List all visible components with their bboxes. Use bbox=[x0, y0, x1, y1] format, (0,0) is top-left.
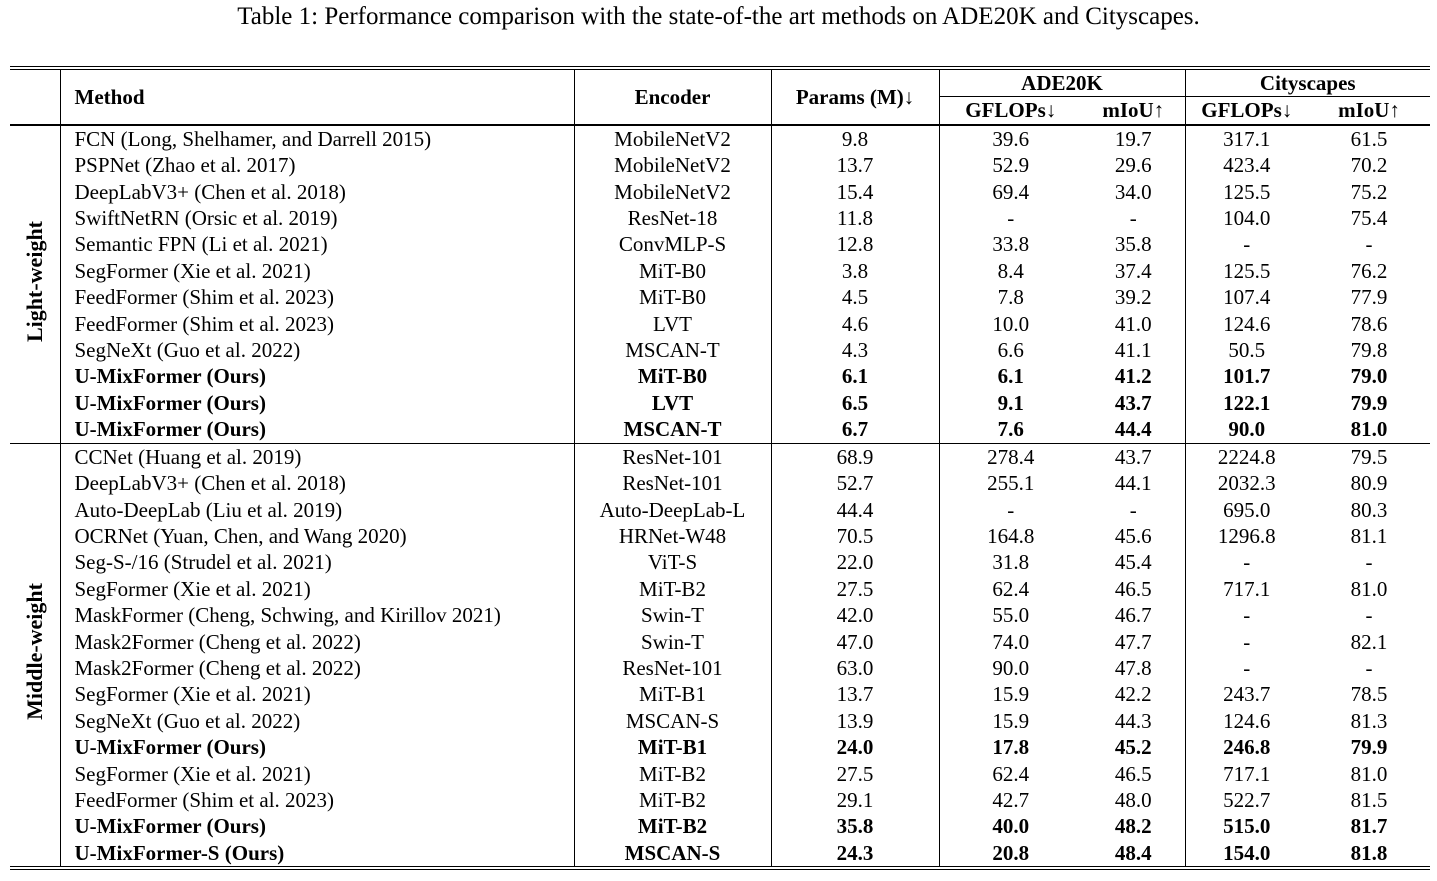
table-row bbox=[10, 311, 1430, 337]
table-row bbox=[10, 231, 1430, 257]
params-cell: 9.8 bbox=[771, 125, 939, 152]
params-cell: 13.7 bbox=[771, 152, 939, 178]
method-cell: SegFormer (Xie et al. 2021) bbox=[60, 258, 574, 284]
ade-gflops-cell: 15.9 bbox=[992, 682, 1030, 707]
method-cell: U-MixFormer (Ours) bbox=[60, 390, 574, 416]
city-gflops-cell: 101.7 bbox=[1223, 364, 1271, 389]
city-miou-cell: 81.0 bbox=[1350, 417, 1388, 442]
ade-miou-cell: 19.7 bbox=[1082, 125, 1185, 152]
params-cell: 27.5 bbox=[771, 576, 939, 602]
city-miou-cell: - bbox=[1365, 232, 1373, 257]
group-label-cell bbox=[10, 443, 60, 868]
city-miou-cell: 81.3 bbox=[1350, 708, 1388, 733]
ade-miou-cell: 46.7 bbox=[1082, 602, 1185, 628]
city-gflops-cell: 107.4 bbox=[1223, 285, 1271, 310]
city-gflops-cell: 695.0 bbox=[1223, 497, 1271, 522]
city-miou-cell: 80.9 bbox=[1350, 471, 1388, 496]
ade-gflops-cell: 33.8 bbox=[992, 232, 1030, 257]
encoder-cell: HRNet-W48 bbox=[574, 523, 771, 549]
table-row bbox=[10, 205, 1430, 231]
city-miou-cell: 82.1 bbox=[1350, 629, 1388, 654]
ade-miou-cell: 37.4 bbox=[1082, 258, 1185, 284]
params-cell: 24.0 bbox=[771, 734, 939, 760]
table-row bbox=[10, 125, 1430, 152]
ade-gflops-cell: - bbox=[1007, 206, 1015, 231]
params-cell: 27.5 bbox=[771, 761, 939, 787]
ade-gflops-cell: 69.4 bbox=[992, 179, 1030, 204]
table-row bbox=[10, 258, 1430, 284]
encoder-cell: MSCAN-T bbox=[574, 416, 771, 443]
group-label: Middle-weight bbox=[21, 583, 47, 721]
city-miou-cell: 76.2 bbox=[1350, 258, 1388, 283]
table-row bbox=[10, 390, 1430, 416]
method-cell: Mask2Former (Cheng et al. 2022) bbox=[60, 629, 574, 655]
ade-miou-cell: 45.2 bbox=[1082, 734, 1185, 760]
city-gflops-cell: 717.1 bbox=[1223, 576, 1271, 601]
table-row bbox=[10, 813, 1430, 839]
table-row bbox=[10, 443, 1430, 470]
params-cell: 13.9 bbox=[771, 708, 939, 734]
encoder-cell: Swin-T bbox=[574, 602, 771, 628]
method-cell: CCNet (Huang et al. 2019) bbox=[60, 443, 574, 470]
ade-gflops-cell: 62.4 bbox=[992, 576, 1030, 601]
city-gflops-cell: 243.7 bbox=[1223, 682, 1271, 707]
ade-gflops-cell: 55.0 bbox=[992, 603, 1030, 628]
ade-gflops-cell: 39.6 bbox=[992, 126, 1030, 151]
table-caption: Table 1: Performance comparison with the state-of-the art methods on ADE20K and Cityscapes. bbox=[237, 3, 1200, 30]
ade-gflops-cell: 7.8 bbox=[997, 285, 1024, 310]
encoder-cell: ResNet-101 bbox=[574, 443, 771, 470]
encoder-cell: MSCAN-S bbox=[574, 840, 771, 868]
table-row bbox=[10, 363, 1430, 389]
method-cell: FCN (Long, Shelhamer, and Darrell 2015) bbox=[60, 125, 574, 152]
city-gflops-cell: 124.6 bbox=[1223, 708, 1271, 733]
params-cell: 12.8 bbox=[771, 231, 939, 257]
city-gflops-cell: 522.7 bbox=[1223, 787, 1271, 812]
params-cell: 42.0 bbox=[771, 602, 939, 628]
params-cell: 63.0 bbox=[771, 655, 939, 681]
ade-gflops-cell: 90.0 bbox=[992, 655, 1030, 680]
group-header-cell bbox=[10, 68, 60, 125]
method-cell: SwiftNetRN (Orsic et al. 2019) bbox=[60, 205, 574, 231]
method-cell: SegFormer (Xie et al. 2021) bbox=[60, 681, 574, 707]
city-miou-cell: 79.5 bbox=[1350, 444, 1388, 469]
group-label: Light-weight bbox=[21, 220, 47, 342]
table-row bbox=[10, 629, 1430, 655]
table-row bbox=[10, 655, 1430, 681]
encoder-cell: MiT-B0 bbox=[574, 284, 771, 310]
ade-gflops-cell: 164.8 bbox=[987, 523, 1035, 548]
city-miou-cell: 81.0 bbox=[1350, 576, 1388, 601]
city-miou-cell: 79.0 bbox=[1350, 364, 1388, 389]
method-cell: FeedFormer (Shim et al. 2023) bbox=[60, 311, 574, 337]
table-row bbox=[10, 152, 1430, 178]
params-cell: 35.8 bbox=[771, 813, 939, 839]
encoder-cell: Swin-T bbox=[574, 629, 771, 655]
method-cell: MaskFormer (Cheng, Schwing, and Kirillov 2021) bbox=[60, 602, 574, 628]
ade-miou-cell: - bbox=[1082, 497, 1185, 523]
method-cell: OCRNet (Yuan, Chen, and Wang 2020) bbox=[60, 523, 574, 549]
city-gflops-cell: 717.1 bbox=[1223, 761, 1271, 786]
encoder-cell: MSCAN-S bbox=[574, 708, 771, 734]
table-row bbox=[10, 576, 1430, 602]
encoder-cell: MobileNetV2 bbox=[574, 125, 771, 152]
ade-miou-cell: 48.0 bbox=[1082, 787, 1185, 813]
encoder-cell: Auto-DeepLab-L bbox=[574, 497, 771, 523]
ade-miou-cell: 41.2 bbox=[1082, 363, 1185, 389]
city-gflops-cell: 246.8 bbox=[1223, 735, 1271, 760]
city-gflops-cell: 90.0 bbox=[1228, 417, 1266, 442]
params-cell: 4.3 bbox=[771, 337, 939, 363]
encoder-header: Encoder bbox=[574, 68, 771, 125]
method-header: Method bbox=[60, 68, 574, 125]
table-row bbox=[10, 787, 1430, 813]
encoder-cell: LVT bbox=[574, 311, 771, 337]
ade-gflops-cell: 255.1 bbox=[987, 471, 1035, 496]
city-miou-header: mIoU↑ bbox=[1338, 98, 1400, 123]
params-header: Params (M)↓ bbox=[771, 68, 939, 125]
city-miou-cell: 81.1 bbox=[1350, 523, 1388, 548]
table-row bbox=[10, 416, 1430, 443]
method-cell: SegNeXt (Guo et al. 2022) bbox=[60, 337, 574, 363]
city-miou-cell: - bbox=[1365, 550, 1373, 575]
method-cell: SegFormer (Xie et al. 2021) bbox=[60, 761, 574, 787]
encoder-cell: ViT-S bbox=[574, 549, 771, 575]
table-row bbox=[10, 708, 1430, 734]
ade-miou-cell: 29.6 bbox=[1082, 152, 1185, 178]
ade-gflops-cell: 31.8 bbox=[992, 550, 1030, 575]
city-gflops-cell: - bbox=[1243, 232, 1251, 257]
params-cell: 70.5 bbox=[771, 523, 939, 549]
ade-gflops-cell: 278.4 bbox=[987, 444, 1035, 469]
params-cell: 29.1 bbox=[771, 787, 939, 813]
encoder-cell: ResNet-101 bbox=[574, 655, 771, 681]
encoder-cell: MiT-B2 bbox=[574, 761, 771, 787]
table-row bbox=[10, 761, 1430, 787]
table-row bbox=[10, 497, 1430, 523]
ade-gflops-cell: 9.1 bbox=[997, 390, 1024, 415]
ade-miou-cell: 35.8 bbox=[1082, 231, 1185, 257]
ade-miou-cell: 46.5 bbox=[1082, 761, 1185, 787]
ade-miou-cell: 44.3 bbox=[1082, 708, 1185, 734]
ade-miou-cell: 34.0 bbox=[1082, 179, 1185, 205]
ade-miou-cell: 47.8 bbox=[1082, 655, 1185, 681]
encoder-cell: ResNet-18 bbox=[574, 205, 771, 231]
city-gflops-cell: 154.0 bbox=[1223, 840, 1271, 865]
table-row bbox=[10, 337, 1430, 363]
ade20k-header: ADE20K bbox=[939, 68, 1185, 97]
params-cell: 68.9 bbox=[771, 443, 939, 470]
results-table-container bbox=[10, 66, 1430, 870]
table-row bbox=[10, 681, 1430, 707]
city-gflops-cell: 125.5 bbox=[1223, 258, 1271, 283]
encoder-cell: MiT-B1 bbox=[574, 734, 771, 760]
ade-gflops-cell: 40.0 bbox=[992, 814, 1030, 839]
city-miou-cell: 75.4 bbox=[1350, 206, 1388, 231]
ade-miou-cell: - bbox=[1082, 205, 1185, 231]
city-gflops-cell: - bbox=[1243, 629, 1251, 654]
city-miou-cell: 78.6 bbox=[1350, 311, 1388, 336]
params-cell: 4.6 bbox=[771, 311, 939, 337]
city-miou-cell: 81.8 bbox=[1350, 840, 1388, 865]
method-cell: Seg-S-/16 (Strudel et al. 2021) bbox=[60, 549, 574, 575]
city-gflops-cell: 2224.8 bbox=[1217, 444, 1276, 469]
ade-miou-cell: 48.4 bbox=[1082, 840, 1185, 868]
results-body bbox=[10, 125, 1430, 868]
method-cell: U-MixFormer (Ours) bbox=[60, 363, 574, 389]
encoder-cell: MSCAN-T bbox=[574, 337, 771, 363]
method-cell: Semantic FPN (Li et al. 2021) bbox=[60, 231, 574, 257]
method-cell: SegNeXt (Guo et al. 2022) bbox=[60, 708, 574, 734]
method-cell: SegFormer (Xie et al. 2021) bbox=[60, 576, 574, 602]
ade-miou-cell: 46.5 bbox=[1082, 576, 1185, 602]
table-row bbox=[10, 284, 1430, 310]
ade-gflops-cell: 6.1 bbox=[997, 364, 1024, 389]
params-cell: 11.8 bbox=[771, 205, 939, 231]
params-cell: 52.7 bbox=[771, 470, 939, 496]
city-miou-cell: 81.5 bbox=[1350, 787, 1388, 812]
city-miou-cell: - bbox=[1365, 603, 1373, 628]
city-gflops-cell: - bbox=[1243, 550, 1251, 575]
encoder-cell: MiT-B1 bbox=[574, 681, 771, 707]
encoder-cell: MobileNetV2 bbox=[574, 179, 771, 205]
encoder-cell: MiT-B0 bbox=[574, 363, 771, 389]
city-gflops-cell: - bbox=[1243, 655, 1251, 680]
ade-miou-cell: 48.2 bbox=[1082, 813, 1185, 839]
ade-miou-cell: 43.7 bbox=[1082, 443, 1185, 470]
method-cell: DeepLabV3+ (Chen et al. 2018) bbox=[60, 470, 574, 496]
city-gflops-cell: - bbox=[1243, 603, 1251, 628]
ade-miou-cell: 45.4 bbox=[1082, 549, 1185, 575]
city-miou-cell: 79.8 bbox=[1350, 338, 1388, 363]
ade-miou-cell: 42.2 bbox=[1082, 681, 1185, 707]
city-miou-cell: 81.0 bbox=[1350, 761, 1388, 786]
ade-gflops-cell: 20.8 bbox=[992, 840, 1030, 865]
encoder-cell: MobileNetV2 bbox=[574, 152, 771, 178]
params-cell: 6.5 bbox=[771, 390, 939, 416]
city-miou-cell: - bbox=[1365, 655, 1373, 680]
params-cell: 6.1 bbox=[771, 363, 939, 389]
ade-miou-cell: 39.2 bbox=[1082, 284, 1185, 310]
ade-gflops-cell: 7.6 bbox=[997, 417, 1024, 442]
ade-gflops-header: GFLOPs↓ bbox=[965, 98, 1057, 123]
ade-miou-cell: 45.6 bbox=[1082, 523, 1185, 549]
method-cell: U-MixFormer-S (Ours) bbox=[60, 840, 574, 868]
encoder-cell: MiT-B2 bbox=[574, 787, 771, 813]
table-row bbox=[10, 840, 1430, 868]
ade-gflops-cell: - bbox=[1007, 497, 1015, 522]
ade-gflops-cell: 10.0 bbox=[992, 311, 1030, 336]
city-miou-cell: 70.2 bbox=[1350, 153, 1388, 178]
ade-miou-cell: 47.7 bbox=[1082, 629, 1185, 655]
method-cell: PSPNet (Zhao et al. 2017) bbox=[60, 152, 574, 178]
city-gflops-cell: 122.1 bbox=[1223, 390, 1271, 415]
method-cell: FeedFormer (Shim et al. 2023) bbox=[60, 787, 574, 813]
table-row bbox=[10, 179, 1430, 205]
encoder-cell: MiT-B2 bbox=[574, 813, 771, 839]
method-cell: Mask2Former (Cheng et al. 2022) bbox=[60, 655, 574, 681]
city-miou-cell: 78.5 bbox=[1350, 682, 1388, 707]
ade-gflops-cell: 6.6 bbox=[997, 338, 1024, 363]
cityscapes-header: Cityscapes bbox=[1185, 68, 1430, 97]
table-row bbox=[10, 523, 1430, 549]
params-cell: 24.3 bbox=[771, 840, 939, 868]
header-row-1 bbox=[10, 68, 1430, 97]
city-gflops-cell: 423.4 bbox=[1223, 153, 1271, 178]
ade-gflops-cell: 8.4 bbox=[997, 258, 1024, 283]
ade-miou-cell: 44.4 bbox=[1082, 416, 1185, 443]
params-cell: 47.0 bbox=[771, 629, 939, 655]
city-gflops-cell: 317.1 bbox=[1223, 126, 1271, 151]
city-gflops-cell: 515.0 bbox=[1223, 814, 1271, 839]
method-cell: FeedFormer (Shim et al. 2023) bbox=[60, 284, 574, 310]
encoder-cell: ResNet-101 bbox=[574, 470, 771, 496]
params-cell: 13.7 bbox=[771, 681, 939, 707]
method-cell: Auto-DeepLab (Liu et al. 2019) bbox=[60, 497, 574, 523]
ade-gflops-cell: 52.9 bbox=[992, 153, 1030, 178]
params-cell: 3.8 bbox=[771, 258, 939, 284]
ade-miou-cell: 44.1 bbox=[1082, 470, 1185, 496]
city-miou-cell: 75.2 bbox=[1350, 179, 1388, 204]
encoder-cell: LVT bbox=[574, 390, 771, 416]
params-cell: 4.5 bbox=[771, 284, 939, 310]
table-row bbox=[10, 470, 1430, 496]
method-cell: U-MixFormer (Ours) bbox=[60, 416, 574, 443]
encoder-cell: MiT-B2 bbox=[574, 576, 771, 602]
method-cell: U-MixFormer (Ours) bbox=[60, 813, 574, 839]
table-row bbox=[10, 549, 1430, 575]
ade-miou-cell: 41.0 bbox=[1082, 311, 1185, 337]
city-gflops-cell: 1296.8 bbox=[1217, 523, 1276, 548]
city-miou-cell: 79.9 bbox=[1350, 390, 1388, 415]
ade-gflops-cell: 15.9 bbox=[992, 708, 1030, 733]
encoder-cell: ConvMLP-S bbox=[574, 231, 771, 257]
group-label-cell bbox=[10, 125, 60, 443]
city-miou-cell: 80.3 bbox=[1350, 497, 1388, 522]
city-gflops-header: GFLOPs↓ bbox=[1201, 98, 1293, 123]
results-table bbox=[10, 66, 1430, 870]
ade-gflops-cell: 74.0 bbox=[992, 629, 1030, 654]
ade-miou-cell: 41.1 bbox=[1082, 337, 1185, 363]
city-gflops-cell: 124.6 bbox=[1223, 311, 1271, 336]
city-gflops-cell: 104.0 bbox=[1223, 206, 1271, 231]
method-cell: U-MixFormer (Ours) bbox=[60, 734, 574, 760]
ade-miou-cell: 43.7 bbox=[1082, 390, 1185, 416]
table-row bbox=[10, 734, 1430, 760]
params-cell: 44.4 bbox=[771, 497, 939, 523]
ade-gflops-cell: 17.8 bbox=[992, 735, 1030, 760]
method-cell: DeepLabV3+ (Chen et al. 2018) bbox=[60, 179, 574, 205]
ade-gflops-cell: 42.7 bbox=[992, 787, 1030, 812]
city-miou-cell: 77.9 bbox=[1350, 285, 1388, 310]
city-gflops-cell: 50.5 bbox=[1228, 338, 1266, 363]
params-cell: 15.4 bbox=[771, 179, 939, 205]
ade-miou-header: mIoU↑ bbox=[1082, 97, 1185, 125]
params-cell: 22.0 bbox=[771, 549, 939, 575]
table-row bbox=[10, 602, 1430, 628]
encoder-cell: MiT-B0 bbox=[574, 258, 771, 284]
city-miou-cell: 79.9 bbox=[1350, 735, 1388, 760]
ade-gflops-cell: 62.4 bbox=[992, 761, 1030, 786]
city-miou-cell: 81.7 bbox=[1350, 814, 1388, 839]
city-gflops-cell: 2032.3 bbox=[1217, 471, 1276, 496]
city-gflops-cell: 125.5 bbox=[1223, 179, 1271, 204]
city-miou-cell: 61.5 bbox=[1350, 126, 1388, 151]
params-cell: 6.7 bbox=[771, 416, 939, 443]
